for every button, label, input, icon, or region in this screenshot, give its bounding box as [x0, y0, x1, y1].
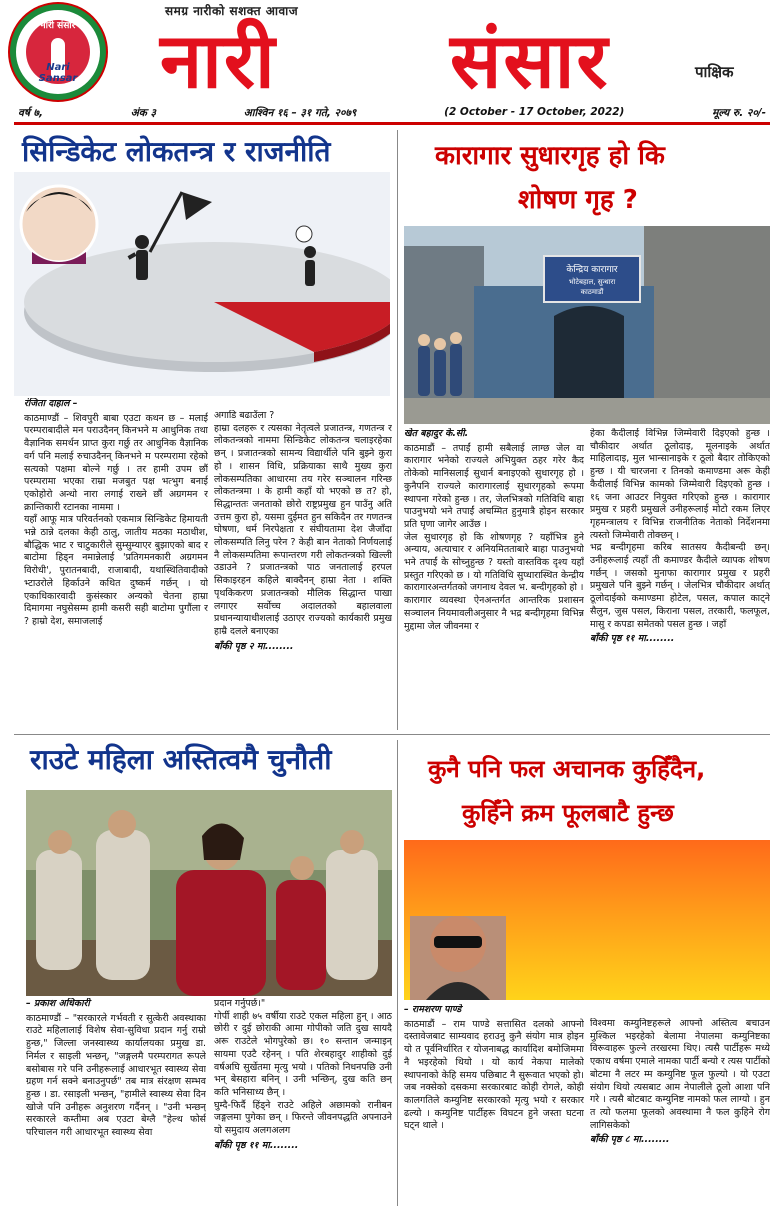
- issue-number: अंक ३: [130, 107, 156, 119]
- article1-column-2: [214, 410, 392, 732]
- sign-text-3: काठमाडौं: [580, 288, 604, 296]
- article2-headline-line2: शोषण गृह ?: [518, 185, 638, 215]
- article1-headline: सिन्डिकेट लोकतन्त्र र राजनीति: [22, 135, 331, 168]
- article1-byline: रंजिता दाहाल –: [24, 398, 78, 409]
- article4-byline: – रामशरण पाण्डे: [404, 1004, 462, 1015]
- issue-year: वर्ष ७,: [18, 107, 44, 119]
- article2-byline: खेत बहादुर के.सी.: [404, 428, 469, 439]
- issue-price: मूल्य रु. २०/-: [712, 107, 766, 119]
- article3-byline: – प्रकाश अधिकारी: [26, 998, 90, 1009]
- article4-column-2: [590, 1018, 770, 1206]
- article1-illustration: [14, 172, 390, 396]
- column-divider: [397, 130, 398, 730]
- masthead-divider: [14, 122, 770, 125]
- article3-body-col1: काठमाण्डौं – "सरकारले गर्भवती र सुत्केरी अवस्थाका राउटे महिलालाई विशेष सेवा-सुविधा प्रदान गर्नु राम्रो हुन्छ," जिल्ला जनस्वास्थ्य कार्यालयका प्रमुख डा. निर्मल र साइली भन्छन्, "जङ्गलमै परम्परागत रूपले बसोबास गरे पनि उनीहरूलाई आधारभूत स्वास्थ्य सेवा ग्रहण गर्न सक्ने बनाउनुपर्छ" तब मात्र संरक्षण सम्भव हुन्छ । डा. रसाइली भन्छन्, "हामीले स्वास्थ्य सेवा दिन खोजे पनि उनीहरू अनुशरण गर्दैनन् । "उनी भन्छन् सरकारले कम्तीमा अब एउटा बेग्लै "हेल्थ फोर्स परिचालन गरी आधारभूत स्वास्थ्य सेवा: [26, 1012, 206, 1139]
- publication-frequency: पाक्षिक: [695, 63, 734, 81]
- issue-date-nepali: आश्विन १६ – ३१ गते, २०७९: [243, 107, 357, 119]
- section-divider: [14, 734, 770, 735]
- article2-column-2: [590, 428, 770, 730]
- masthead-tagline: समग्र नारीको सशक्त आवाज: [165, 4, 299, 18]
- article2-prison-photo: [404, 226, 770, 424]
- publication-logo: [10, 4, 106, 100]
- article4-body-col1: काठमाडौं – राम पाण्डे सत्तासित दलको आफ्नो दस्तावेजबाट साम्यवाद हराउनु कुनै संयोग मात्र होइन यो त पूर्वनिर्धारित र योजनाबद्ध कार्यादिश बमोजिममा नै भइरहेको थियो । यो कार्य नेकपा मालेको स्थापनाको केहि समय पछिबाट नै सुरूवात भएको हो। जब नक्सेको दसकमा सरकारबाट कोही रोगले, कोही कालगतिले कम्युनिष्ट सरकारको मृत्यु भयो र सरकार ढल्यो । कम्युनिष्ट पार्टीहरू विघटन हुने जस्ता घटना घट्न थाले ।: [404, 1018, 584, 1132]
- sign-text-1: केन्द्रिय कारागार: [566, 265, 618, 275]
- article4-headline-line1: कुनै पनि फल अचानक कुहिँदैन,: [428, 755, 706, 783]
- article1-column-1: [24, 398, 208, 732]
- masthead-title-left: नारी: [160, 16, 277, 105]
- article2-headline-line1: कारागार सुधारगृह हो कि: [435, 141, 665, 171]
- article4-headline-line2: कुहिँने क्रम फूलबाटै हुन्छ: [462, 799, 674, 827]
- article3-headline: राउटे महिला अस्तित्वमै चुनौती: [30, 743, 332, 776]
- issue-info-bar: [14, 106, 770, 120]
- article2-body-col1: काठमाडौं – तपाईं हामी सबैलाई लाग्छ जेल वा कारागार भनेको राज्यले अभियुक्त ठहर गरेर कैद तोकेको मानिसलाई सुधार्न बनाइएको सुधारगृह हो । कुनैपनि राज्यले कारागारलाई सुधारगृहको रूपमा स्थापना गरेको हुन्छ । तर, जेलभित्रको गतिविधि बाहा पाउनुभयो भने तपाईं अचम्मित हुनुमात्रै होइन सरकार प्रति घृणा जागेर आउँछ । जेल सुधारगृह हो कि शोषणगृह ? यहाँभित्र हुने अन्याय, अत्याचार र अनियमितताबारे बाहा पाउनुभयो भने तपाईं के सोच्नुहुन्छ ? यस्तो वास्तविक दृश्य यहाँ प्रस्तुत गरिएको छ । यो गतिविधि सुप्धारास्थित केन्द्रीय कारागारअन्तर्गतको जगनाथ देवल भ. बन्दीगृहको हो । कारागार व्यवस्था ऐनअन्तर्गत आन्तरिक प्रशासन सञ्चालन नियमावलीअनुसार नै भद्र बन्दीगृहमा विभिन्न मुद्दामा जेल जीवनमा र: [404, 442, 584, 632]
- article4-column-1: [404, 1004, 584, 1206]
- masthead-title-right: संसार: [450, 16, 610, 105]
- article2-continued: बाँकी पृष्ठ ११ मा........: [590, 633, 675, 645]
- column-divider-lower: [397, 740, 398, 1206]
- issue-date-english: (2 October - 17 October, 2022): [444, 106, 625, 118]
- article3-body-col2: प्रदान गर्नुपर्छ।" गोर्पी शाही ७५ वर्षीया राउटे एकल महिला हुन् । आठ छोरी र दुई छोराकी आमा गोपीको जति दुख सायदै अरू राउटेले भोगपुरेको छ। १० सन्तान जन्माइन् सायमा एउटै रहेनन् । पति शेरबहादुर शाहीको दुई वर्षअघि सुर्खेतमा मृत्यु भयो । पतिको निधनपछि उनी भन् बेसहारा बनिन् । उनी भन्छिन्, दुख कति छन् कति भनिसाध्य छैन् । घुम्दै-फिर्दै हिंड्ने राउटे अहिले अछामको रानीबन जङ्गलमा पुगेका छन् । फिरन्ते जीवनपद्धति अपनाउने यो समुदाय अलगअलग: [214, 998, 392, 1137]
- article4-body-col2: विश्वमा कम्युनिष्टहरूले आफ्नो अस्तित्व बचाउन मुश्किल भइरहेको बेलामा नेपालमा कम्युनिष्टका विरूवाहरू फुल्ने तरखरमा थिए। त्यसै पार्टीहरू मध्ये एकाध वर्षमा एमाले नामका पार्टी बन्यो र त्यस पार्टीको बोटमा नै लटर म्म कम्युनिष्ट फूल फुल्यो । यो एउटा संयोग थियो त्यसबाट आम नेपालीले ठूलो आशा पनि गरे । त्यसै बोटबाट कम्युनिष्ट नामको फल लाग्यो । हुन त त्यो फलमा फूलको अवस्थामा नै फल कुहिने रोग लागिसकेको: [590, 1018, 770, 1131]
- article1-body-col1: काठमाण्डौं – शिवपुरी बाबा एउटा कथन छ – मलाई परम्पराबादीले मन पराउदैनन् किनभने म आधुनिक तथा वैज्ञानिक समर्थन प्राप्त कुरा गर्छु तर आधुनिक वैज्ञानिक वर्ग पनि मलाई रुचाउदैनन् किनभने म परम्परामा रहेको सत्यको पक्षमा बोल्ने गर्छु । तर हामी उपम छौं परम्परामा भएका राम्रा मजबुत पक्ष भत्भुग बनाई एकोहोरो अन्धो नारा लगाई राख्ने छौं अग्रगमन र क्रान्तिकारी रटानका नाममा । यहाँ आफू मात्र परिवर्तनको एकमात्र सिन्डिकेट हिमायती भन्ने ठान्ने दलका केही ठालु, जातीय मठका मठाधीश, बौद्धिक भाट र चाटुकारीले सुम्सुम्याएर बुझाएको बाद र बाटोमा हिड्न नमान्नेलाई 'प्रतिगमनकारी अग्रगमन विरोधी', पुरातनबादी, राजाबादी, यथास्थितिवादीको भ्टाउरोले हिर्काउने कथित दुष्कर्म गर्छन् । यो एकाधिकारवादी कुसंस्कार अन्यको चेतना हाम्रा दिमागमा नघुसेसम्म हामी कसरी सही बाटोमा पुगौंला र ? हाम्रो देश, समाजलाई: [24, 412, 208, 627]
- article3-continued: बाँकी पृष्ठ ११ मा........: [214, 1139, 299, 1151]
- article3-raute-photo: [26, 790, 392, 996]
- article1-body-col2: अगाडि बढाउँला ? हाम्रा दलहरू र त्यसका नेतृत्वले प्रजातन्त्र, गणतन्त्र र लोकतन्त्रको नाममा सिन्डिकेट लोकतन्त्र चलाइरहेका छन् । प्रजातन्त्रको सामन्य विद्यार्थीले पनि बुझ्ने कुरा हो । शासन विधि, प्रक्रियाका साथै मुख्य कुरा लोकसम्पतिका आधारमा तय गरेर सञ्चालन गरिन्छ लोकतन्त्रमा । के हामी कहाँ यो भएको छ त? हो, सिद्धान्ततः जनताको छोरो राष्ट्रप्रमुख हुन पाउँनु अति उत्तम कुरा हो, यसमा दुईमत हुन सकिदैन तर गणतन्त्र घोषणा, धर्म निरपेक्षता र संघीयतामा देश जैजाँदा लोकसम्पति लिनु परेन ? केही बान नेताको निर्णयलाई नै लोकसम्पतिमा रूपान्तरण गरी लोकतन्त्रको खिल्ली उडाउने ? प्रजातन्त्रको पाठ जनतालाई हरपल सिकाइरहन कहिले बाक्दैनन् हाम्रा नेता । शक्ति पृथकिकरण प्रजातन्त्रको मौलिक सिद्धान्त पाखा लगाएर सर्वोच्च अदालतको बहालवाला प्रधानन्यायाधीशलाई उठाएर राज्यको कार्यकारी प्रमुख हाम्रै दलले बनाएका: [214, 410, 392, 637]
- article1-continued: बाँकी पृष्ठ २ मा........: [214, 640, 294, 652]
- article4-continued: बाँकी पृष्ठ ८ मा........: [590, 1134, 670, 1146]
- logo-text-bottom: Nari Sansar: [38, 62, 78, 84]
- article3-column-2: [214, 998, 392, 1206]
- logo-text-top: नारी संसार: [40, 21, 76, 31]
- sign-text-2: भोटेबहाल, सुन्धारा: [568, 278, 616, 286]
- article4-author-banner: [404, 840, 770, 1000]
- article2-body-col2: हेका कैदीलाई विभिन्न जिम्मेवारी दिइएको हुन्छ । चौकीदार अर्थात ठूलोदाइ, मूलनाइके अर्थात माहिलादाइ, मुल भान्सानाइके र ठूलो बैदार तोकिएको हुन्छ । यी चारजना र तिनको कमाण्डमा अरू केही कैदीलाई विभिन्न कामको जिम्मेवारी दिइएको हुन्छ । १६ जना आउटर नियुक्त गरिएको हुन्छ । कारागार प्रमुख र प्रहरी प्रमुखले उनीहरूलाई मोटो रकम लिएर गृहमन्त्रालय र विभिन्न राजनीतिक नेताको निर्देशनमा त्यस्तो जिम्मेवारी तोक्छन् । भद्र बन्दीगृहमा करिब सातसय कैदीबन्दी छन्। उनीहरूलाई त्यहाँ ती कमाण्डर कैदीले व्यापक शोषण गर्छन् । जसको मुनाफा कारागार प्रमुख र प्रहरी प्रमुखले पनि बुझ्ने गर्छन् । जेलभित्र चौकीदार अर्थात् ठूलोदाईको कमाण्डमा होटेल, पसल, कपाल काट्ने सैलुन, जुस पसल, किराना पसल, तरकारी, फलफूल, मासु र कपडा समेतको पसल हुन्छ । जहाँ: [590, 428, 770, 630]
- article2-column-1: [404, 428, 584, 730]
- article3-column-1: [26, 998, 206, 1206]
